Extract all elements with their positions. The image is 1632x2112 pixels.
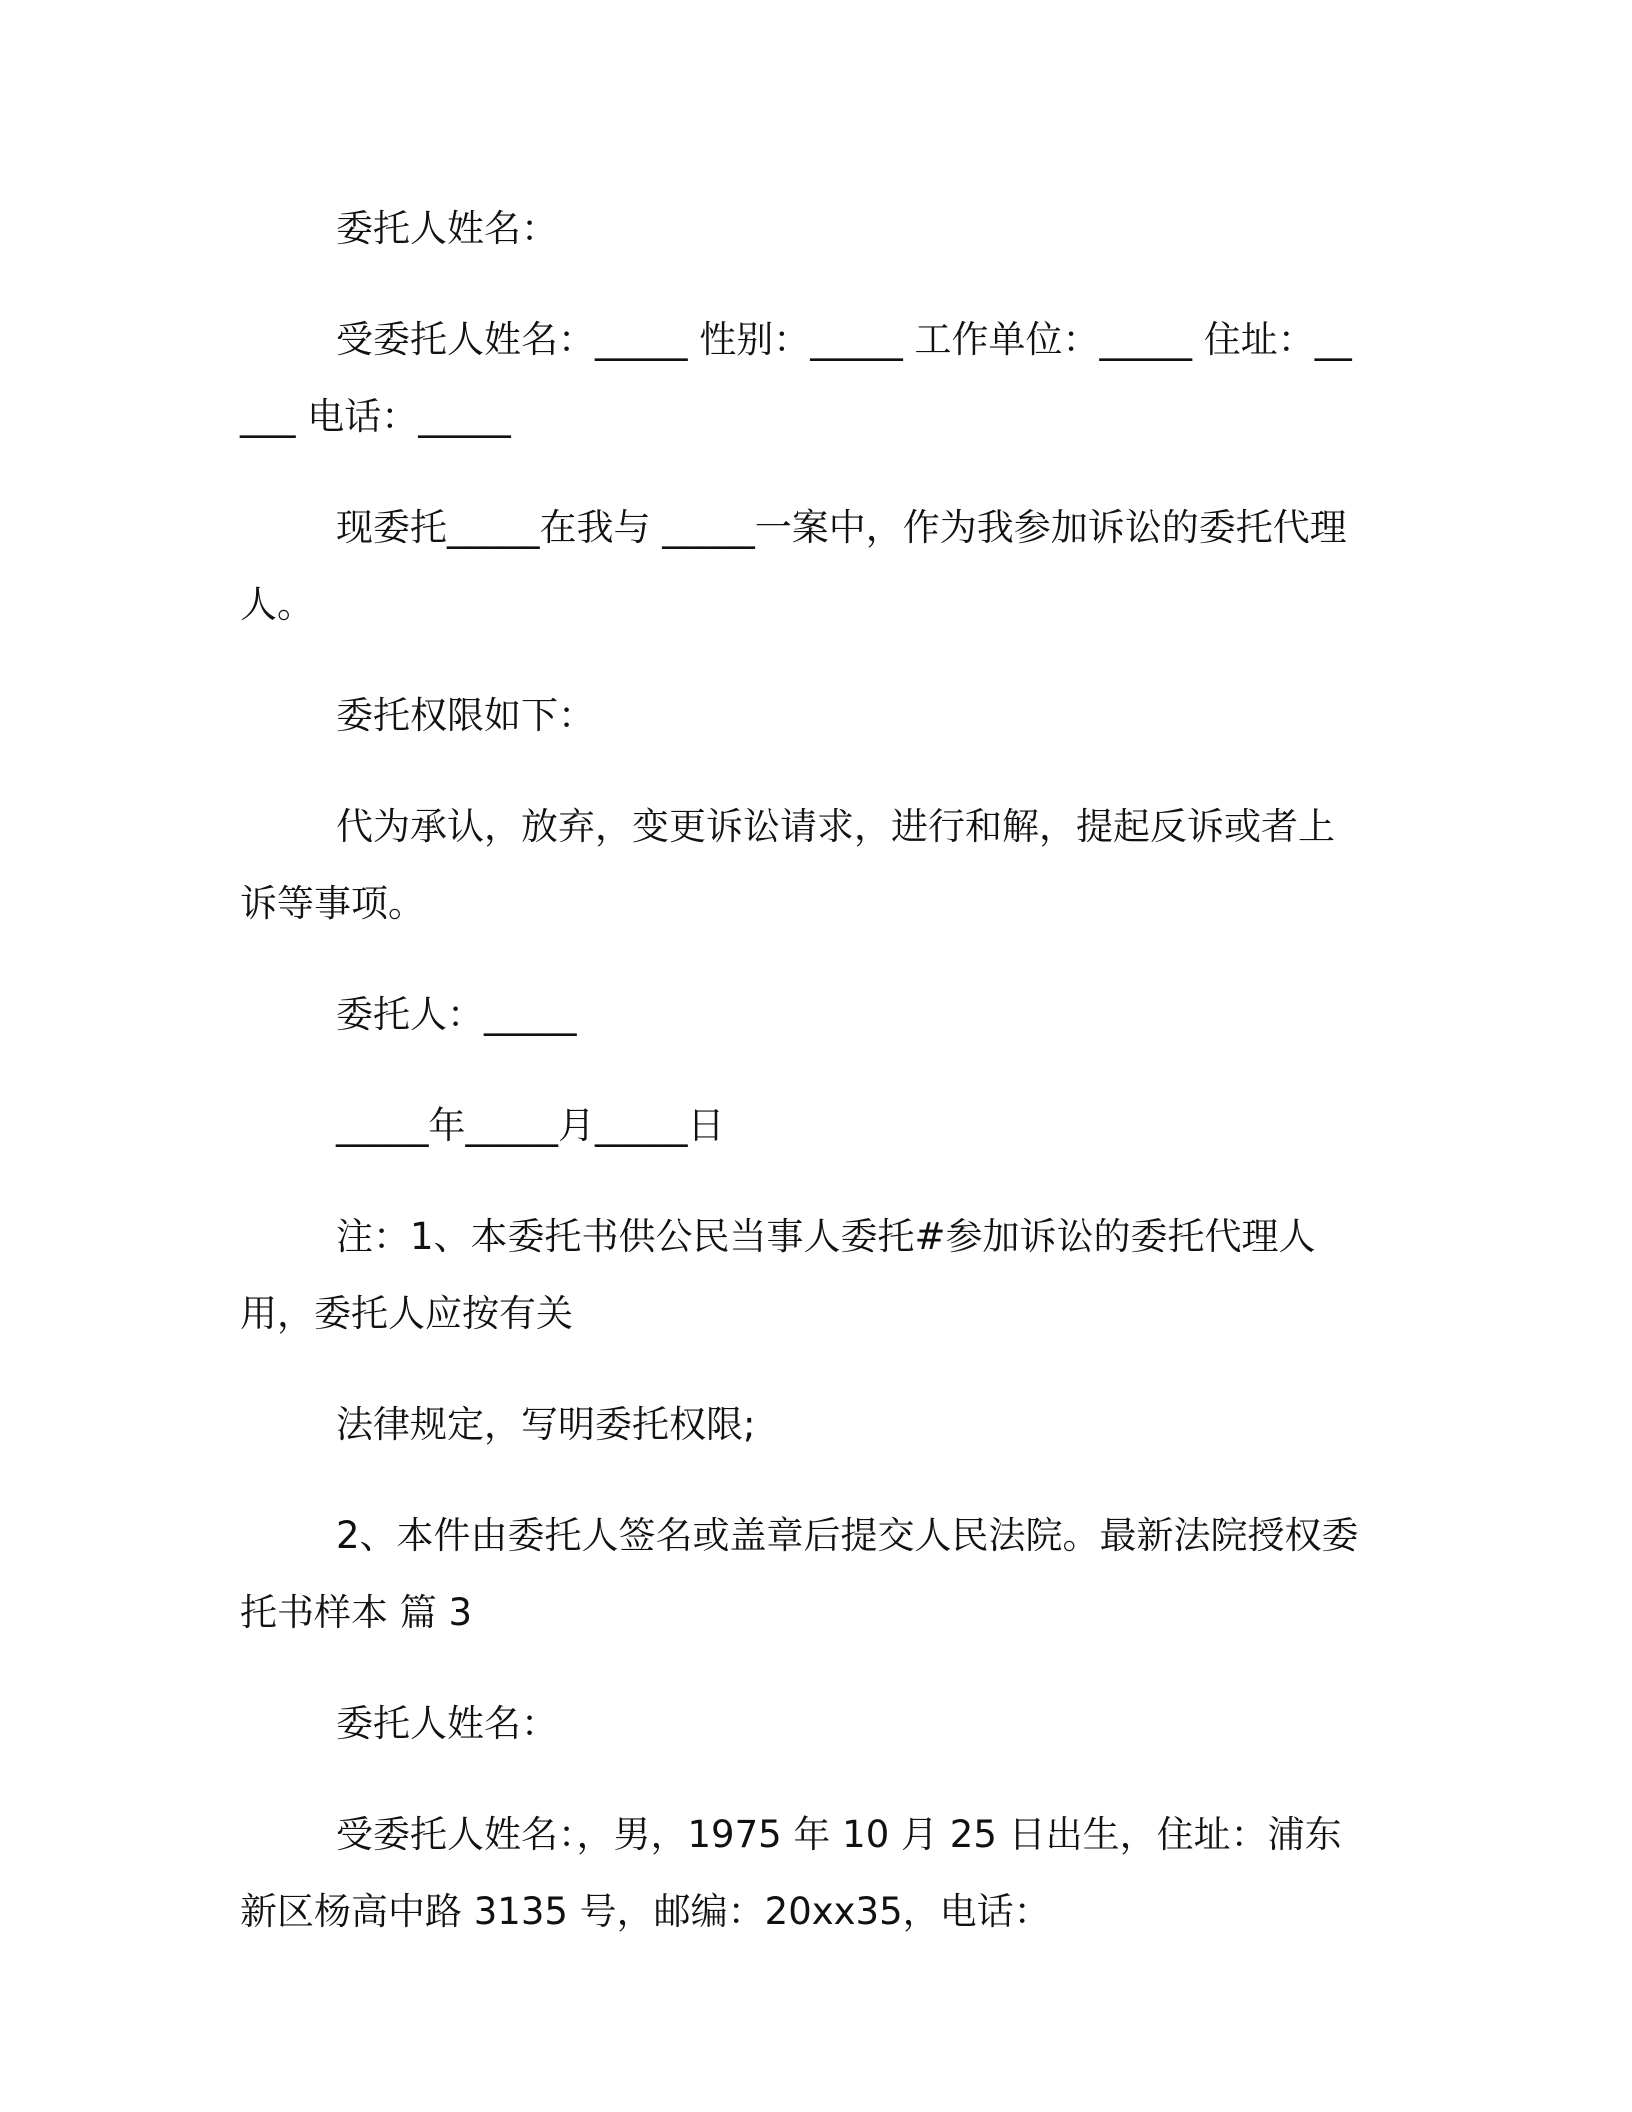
note-item-2: 2、本件由委托人签名或盖章后提交人民法院。最新法院授权委托书样本 篇 3 xyxy=(240,1514,1359,1634)
date-line: _____年_____月_____日 xyxy=(336,1104,725,1147)
client-name-line: 委托人姓名： xyxy=(336,207,558,250)
client-signature-line: 委托人：_____ xyxy=(336,993,577,1036)
note-item-1: 注：1、本委托书供公民当事人委托#参加诉讼的委托代理人用，委托人应按有关 xyxy=(240,1215,1316,1335)
authority-details: 代为承认，放弃，变更诉讼请求，进行和解，提起反诉或者上诉等事项。 xyxy=(240,805,1335,925)
authority-heading: 委托权限如下： xyxy=(336,694,595,737)
note-item-1-continued: 法律规定，写明委托权限; xyxy=(336,1403,756,1446)
agent-info-line: 受委托人姓名：_____ 性别：_____ 工作单位：_____ 住址：_____ 电话：_____ xyxy=(240,318,1352,438)
agent-info-line-2: 受委托人姓名：，男，1975 年 10 月 25 日出生，住址：浦东新区杨高中路 3135 号，邮编：20xx35，电话： xyxy=(240,1813,1342,1933)
entrust-statement: 现委托_____在我与 _____一案中，作为我参加诉讼的委托代理人。 xyxy=(240,506,1347,626)
client-name-line-2: 委托人姓名： xyxy=(336,1702,558,1745)
document-body xyxy=(240,190,1370,1984)
